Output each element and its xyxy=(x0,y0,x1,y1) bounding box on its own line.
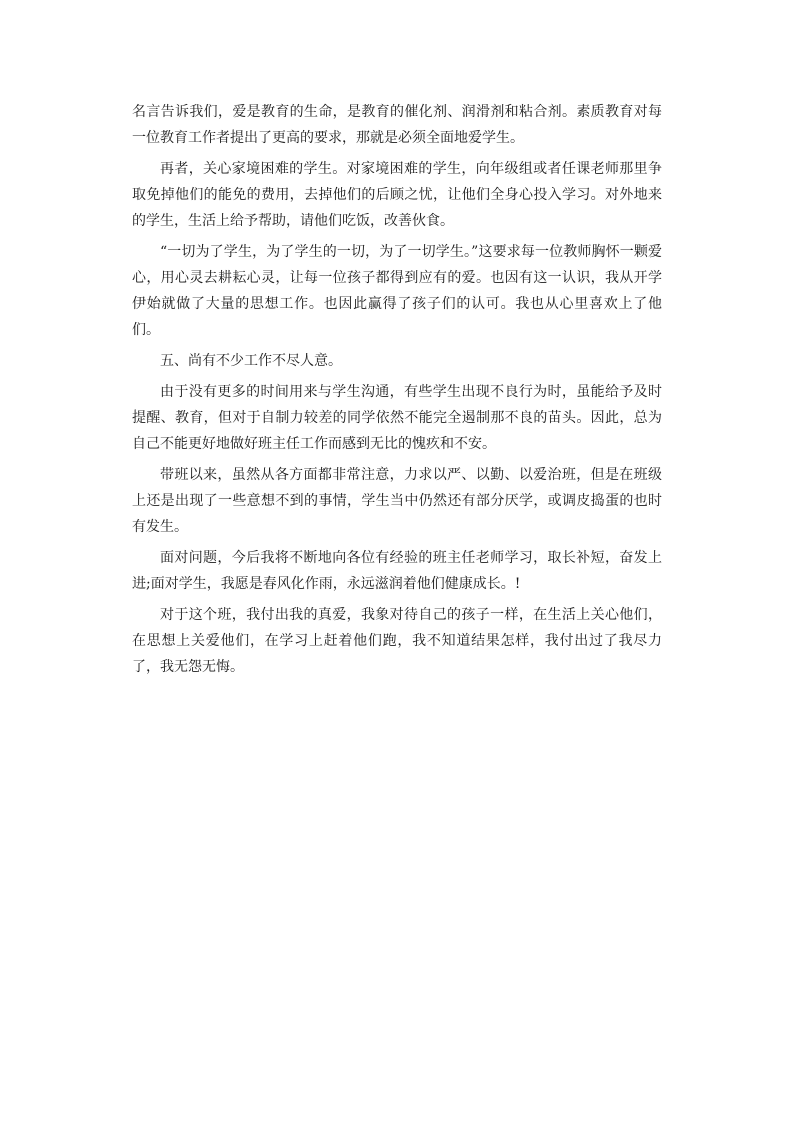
paragraph: 对于这个班，我付出我的真爱，我象对待自己的孩子一样，在生活上关心他们，在思想上关爱他们，在学习上赶着他们跑，我不知道结果怎样，我付出过了我尽力了，我无怨无悔。 xyxy=(132,607,662,675)
paragraph: 名言告诉我们，爱是教育的生命，是教育的催化剂、润滑剂和粘合剂。素质教育对每一位教育工作者提出了更高的要求，那就是必须全面地爱学生。 xyxy=(132,104,662,146)
paragraph: 再者，关心家境困难的学生。对家境困难的学生，向年级组或者任课老师那里争取免掉他们的能免的费用，去掉他们的后顾之忧，让他们全身心投入学习。对外地来的学生，生活上给予帮助，请他们吃饭，改善伙食。 xyxy=(132,161,662,229)
document-body xyxy=(132,99,662,685)
paragraph: 由于没有更多的时间用来与学生沟通，有些学生出现不良行为时，虽能给予及时提醒、教育，但对于自制力较差的同学依然不能完全遏制那不良的苗头。因此，总为自己不能更好地做好班主任工作而感到无比的愧疚和不安。 xyxy=(132,384,662,452)
paragraph: “一切为了学生，为了学生的一切，为了一切学生。”这要求每一位教师胸怀一颗爱心，用心灵去耕耘心灵，让每一位孩子都得到应有的爱。也因有这一认识，我从开学伊始就做了大量的思想工作。也因此赢得了孩子们的认可。我也从心里喜欢上了他们。 xyxy=(132,244,662,338)
paragraph: 面对问题，今后我将不断地向各位有经验的班主任老师学习，取长补短，奋发上进;面对学生，我愿是春风化作雨，永远滋润着他们健康成长。! xyxy=(132,550,662,592)
paragraph: 带班以来，虽然从各方面都非常注意，力求以严、以勤、以爱治班，但是在班级上还是出现了一些意想不到的事情，学生当中仍然还有部分厌学，或调皮捣蛋的也时有发生。 xyxy=(132,467,662,535)
section-heading: 五、尚有不少工作不尽人意。 xyxy=(160,353,342,369)
